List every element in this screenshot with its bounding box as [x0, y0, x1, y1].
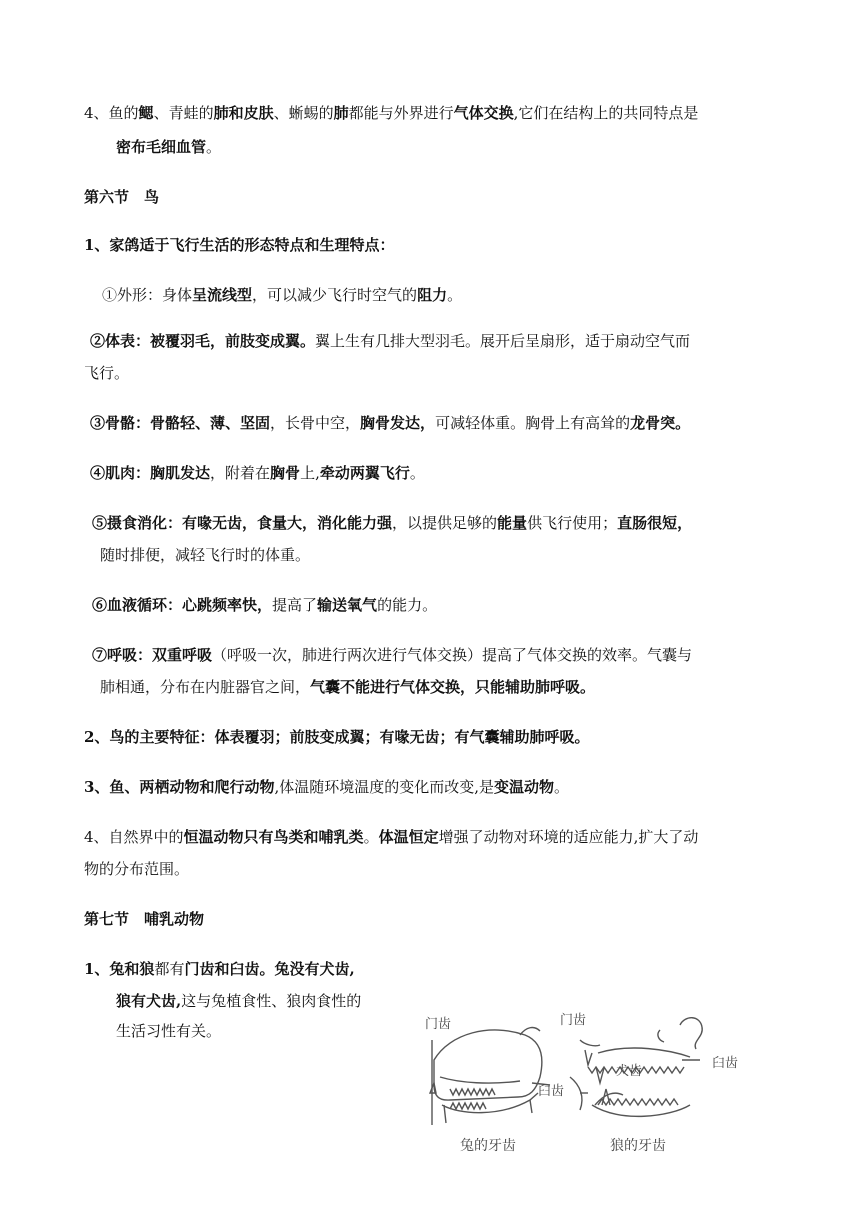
- section-title-mammals: 第七节 哺乳动物: [84, 910, 205, 928]
- wolf-caption: 狼的牙齿: [610, 1138, 666, 1154]
- wolf-canine-label: 犬齿: [616, 1064, 643, 1079]
- paragraph-gas-exchange-cont: 密布毛细血管。: [116, 138, 222, 156]
- point-shape: ①外形：身体呈流线型，可以减少飞行时空气的阻力。: [102, 286, 463, 304]
- teeth-figure: [420, 1005, 790, 1175]
- point-digestion-cont: 随时排便，减轻飞行时的体重。: [100, 546, 311, 564]
- point-respiration: ⑦呼吸：双重呼吸（呼吸一次，肺进行两次进行气体交换）提高了气体交换的效率。气囊与: [92, 646, 693, 664]
- point-respiration-cont: 肺相通，分布在内脏器官之间，气囊不能进行气体交换，只能辅助肺呼吸。: [100, 678, 596, 696]
- paragraph-gas-exchange: 4、鱼的鳃、青蛙的肺和皮肤、蜥蜴的肺都能与外界进行气体交换,它们在结构上的共同特点是: [84, 104, 699, 122]
- point-circulation: ⑥血液循环：心跳频率快，提高了输送氧气的能力。: [92, 596, 438, 614]
- item-ectotherms: 3、鱼、两栖动物和爬行动物,体温随环境温度的变化而改变,是变温动物。: [84, 778, 570, 796]
- item-endotherms: 4、自然界中的恒温动物只有鸟类和哺乳类。体温恒定增强了动物对环境的适应能力,扩大了动: [84, 828, 699, 846]
- item-teeth: 1、兔和狼都有门齿和臼齿。兔没有犬齿,: [84, 960, 355, 978]
- point-skeleton: ③骨骼：骨骼轻、薄、坚固，长骨中空，胸骨发达，可减轻体重。胸骨上有高耸的龙骨突。: [90, 414, 691, 432]
- wolf-incisor-label: 门齿: [560, 1013, 587, 1028]
- item-teeth-cont: 狼有犬齿,这与兔植食性、狼肉食性的: [116, 992, 362, 1010]
- point-body-surface-cont: 飞行。: [84, 364, 130, 382]
- point-digestion: ⑤摄食消化：有喙无齿，食量大，消化能力强，以提供足够的能量供飞行使用；直肠很短，: [92, 514, 693, 532]
- rabbit-caption: 兔的牙齿: [460, 1138, 516, 1154]
- wolf-molar-label: 臼齿: [712, 1056, 739, 1071]
- item-bird-main-features: 2、鸟的主要特征：体表覆羽；前肢变成翼；有喙无齿；有气囊辅助肺呼吸。: [84, 728, 590, 746]
- point-muscle: ④肌肉：胸肌发达，附着在胸骨上,牵动两翼飞行。: [90, 464, 425, 482]
- point-body-surface: ②体表：被覆羽毛，前肢变成翼。翼上生有几排大型羽毛。展开后呈扇形，适于扇动空气而: [90, 332, 691, 350]
- rabbit-incisor-label: 门齿: [425, 1017, 452, 1032]
- item-endotherms-cont: 物的分布范围。: [84, 860, 190, 878]
- item-pigeon-features-title: 1、家鸽适于飞行生活的形态特点和生理特点：: [84, 236, 395, 254]
- item-teeth-cont2: 生活习性有关。: [116, 1022, 222, 1040]
- rabbit-skull-drawing: [430, 1028, 550, 1125]
- rabbit-molar-label: 臼齿: [538, 1084, 565, 1099]
- section-title-birds: 第六节 鸟: [84, 188, 160, 206]
